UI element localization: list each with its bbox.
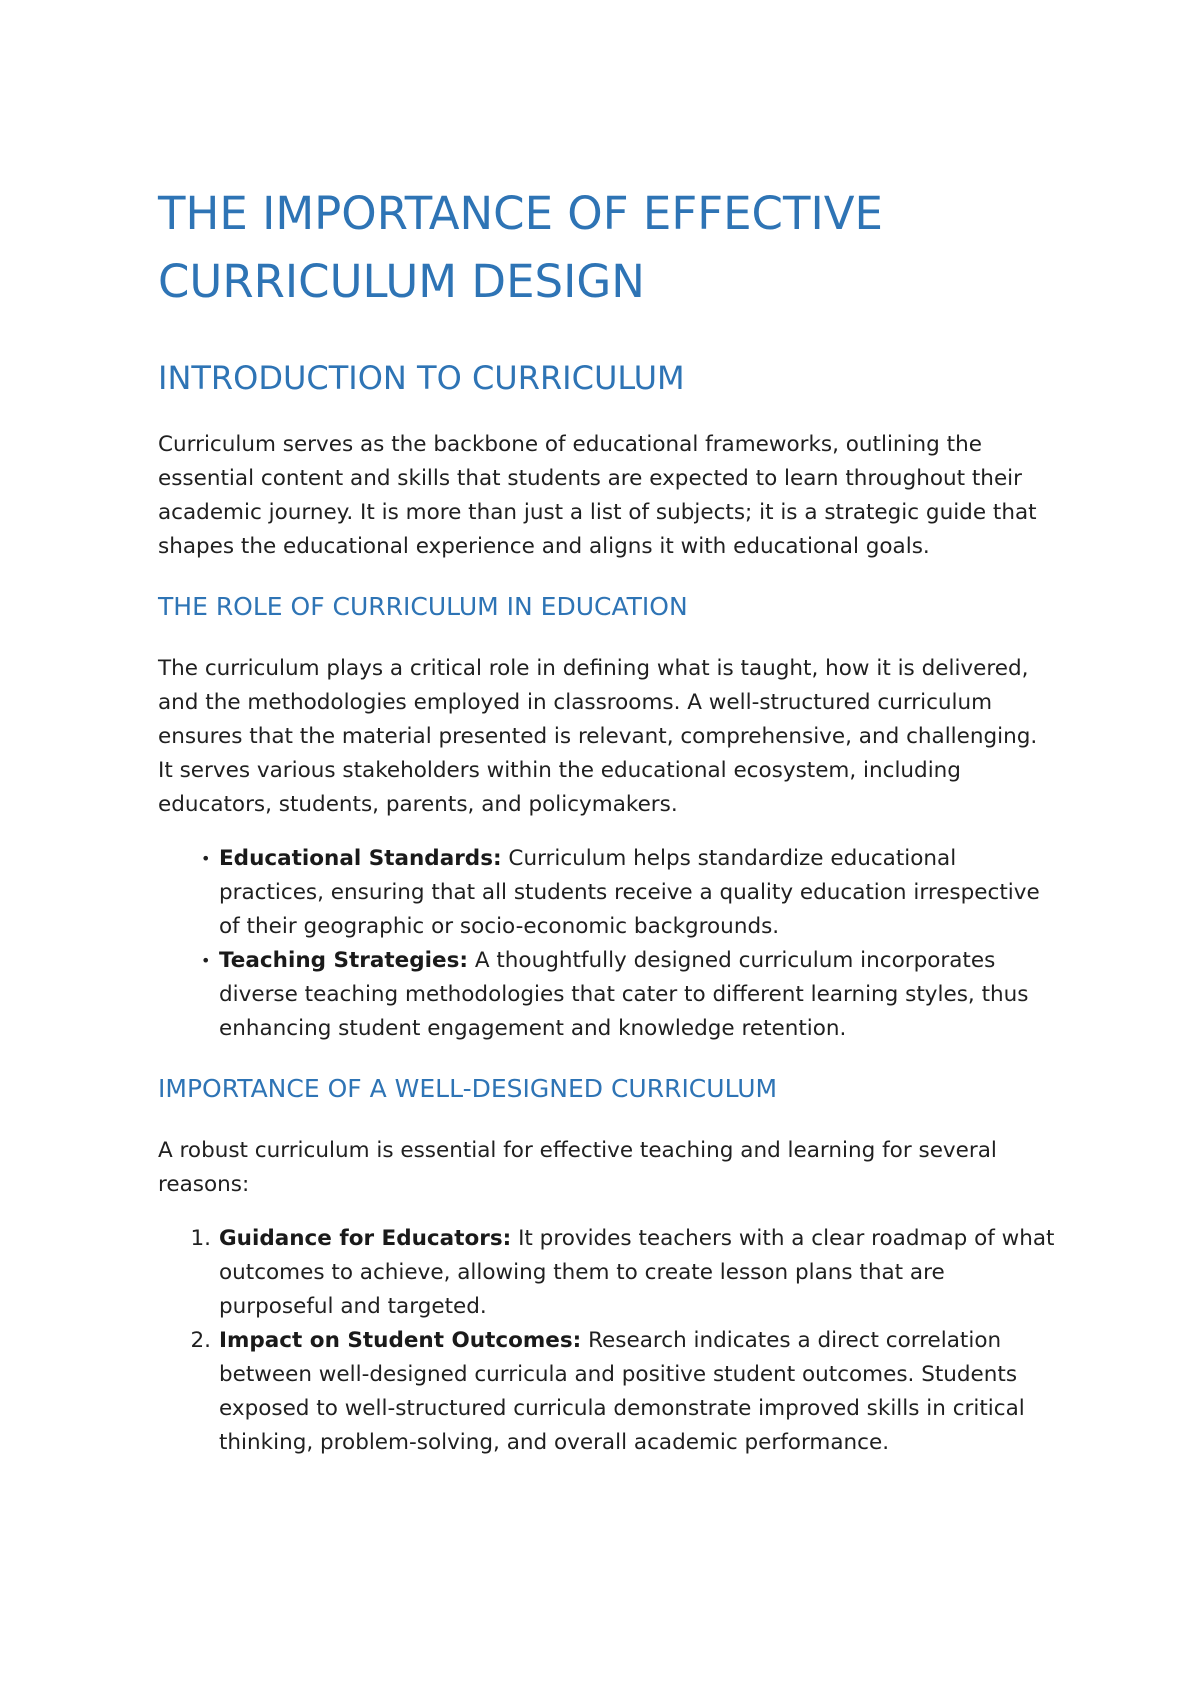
role-bullet-list (158, 842, 1058, 1046)
document-page (158, 180, 1058, 1460)
section-heading-introduction: INTRODUCTION TO CURRICULUM (158, 359, 685, 397)
subsection-heading-importance: IMPORTANCE OF A WELL-DESIGNED CURRICULUM (158, 1074, 778, 1103)
role-paragraph: The curriculum plays a critical role in defining what is taught, how it is delivered, and the methodologies employed in classrooms. A well-structured curriculum ensures that the material presented is relevant, comprehensive, and challenging. It serves various stakeholders within the educational ecosystem, including educators, students, parents, and policymakers. (158, 656, 1038, 817)
list-item-text: A thoughtfully designed curriculum incorporates diverse teaching methodologies that cater to different learning styles, thus enhancing student engagement and knowledge retention. (219, 948, 1029, 1041)
list-item (190, 1222, 1058, 1324)
list-item-text: Curriculum helps standardize educational practices, ensuring that all students receive a quality education irrespective of their geographic or socio-economic backgrounds. (219, 846, 1040, 939)
list-item-text: Research indicates a direct correlation between well-designed curricula and positive student outcomes. Students exposed to well-structured curricula demonstrate improved skills in critical thinking, problem-solving, and overall academic performance. (219, 1328, 1025, 1455)
bullet-icon: • (201, 849, 211, 868)
list-item (201, 842, 1058, 944)
list-item-number: 1. (190, 1226, 211, 1251)
list-item-term: Educational Standards: (219, 846, 502, 871)
bullet-icon: • (201, 951, 211, 970)
list-item (201, 944, 1058, 1046)
subsection-heading-role: THE ROLE OF CURRICULUM IN EDUCATION (158, 592, 688, 621)
importance-paragraph: A robust curriculum is essential for effective teaching and learning for several reasons: (158, 1138, 997, 1197)
importance-numbered-list (158, 1222, 1058, 1460)
list-item-term: Impact on Student Outcomes: (219, 1328, 582, 1353)
list-item-term: Teaching Strategies: (219, 948, 468, 973)
list-item-number: 2. (190, 1328, 211, 1353)
list-item-text: It provides teachers with a clear roadmap of what outcomes to achieve, allowing them to create lesson plans that are purposeful and targeted. (219, 1226, 1055, 1319)
list-item (190, 1324, 1058, 1460)
document-title: THE IMPORTANCE OF EFFECTIVE CURRICULUM DESIGN (158, 187, 883, 308)
list-item-term: Guidance for Educators: (219, 1226, 512, 1251)
introduction-paragraph: Curriculum serves as the backbone of educational frameworks, outlining the essential content and skills that students are expected to learn throughout their academic journey. It is more than just a list of subjects; it is a strategic guide that shapes the educational experience and aligns it with educational goals. (158, 432, 1037, 559)
